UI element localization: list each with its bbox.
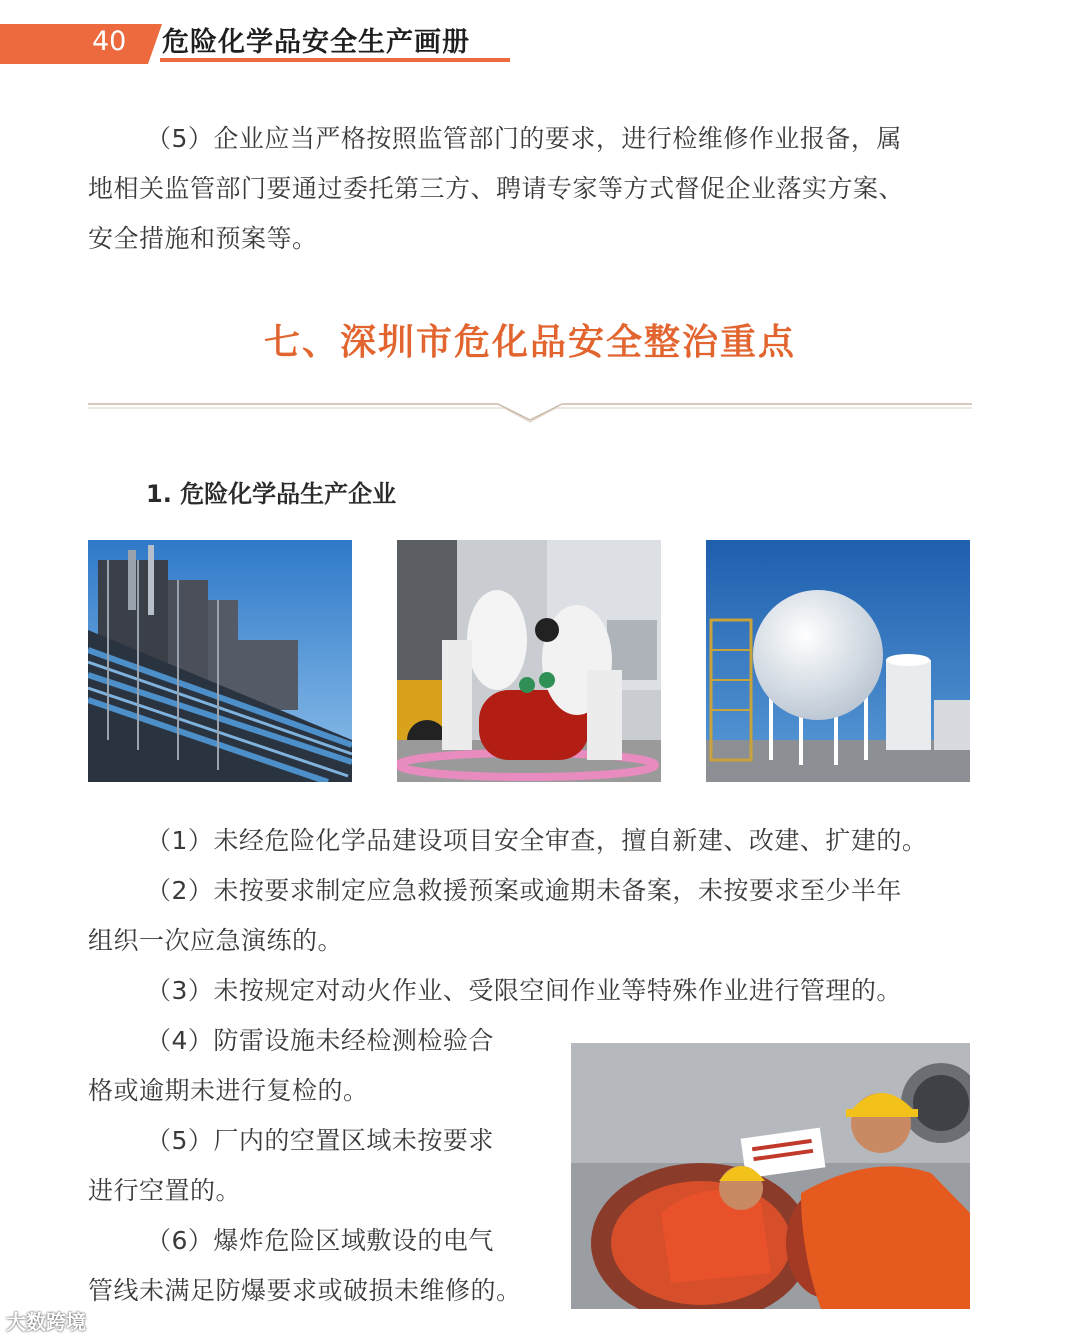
item-5-line-1: （5）厂内的空置区域未按要求 <box>146 1126 494 1155</box>
header-underline <box>160 58 510 62</box>
watermark: 大数跨境 <box>6 1310 86 1334</box>
intro-line-1: （5）企业应当严格按照监管部门的要求，进行检维修作业报备，属 <box>146 124 902 153</box>
hazmat-workers-photo <box>397 540 661 782</box>
item-2-line-1: （2）未按要求制定应急救援预案或逾期未备案，未按要求至少半年 <box>146 876 902 905</box>
page-number: 40 <box>92 26 127 57</box>
book-title: 危险化学品安全生产画册 <box>162 27 470 58</box>
page-header <box>0 14 512 64</box>
refinery-photo <box>88 540 352 782</box>
subheading: 1. 危险化学品生产企业 <box>146 480 397 508</box>
item-2-line-2: 组织一次应急演练的。 <box>88 926 344 955</box>
spherical-tank-photo <box>706 540 970 782</box>
item-6-line-1: （6）爆炸危险区域敷设的电气 <box>146 1226 494 1255</box>
item-5-line-2: 进行空置的。 <box>88 1176 242 1205</box>
item-4-line-2: 格或逾期未进行复检的。 <box>88 1076 369 1105</box>
item-3: （3）未按规定对动火作业、受限空间作业等特殊作业进行管理的。 <box>146 976 902 1005</box>
section-title: 七、深圳市危化品安全整治重点 <box>263 322 796 363</box>
confined-space-photo <box>571 1043 970 1309</box>
item-1: （1）未经危险化学品建设项目安全审查，擅自新建、改建、扩建的。 <box>146 826 928 855</box>
intro-line-2: 地相关监管部门要通过委托第三方、聘请专家等方式督促企业落实方案、 <box>88 174 905 203</box>
intro-line-3: 安全措施和预案等。 <box>88 224 318 253</box>
item-4-line-1: （4）防雷设施未经检测检验合 <box>146 1026 494 1055</box>
item-6-line-2: 管线未满足防爆要求或破损未维修的。 <box>88 1276 522 1305</box>
section-divider <box>88 396 972 426</box>
